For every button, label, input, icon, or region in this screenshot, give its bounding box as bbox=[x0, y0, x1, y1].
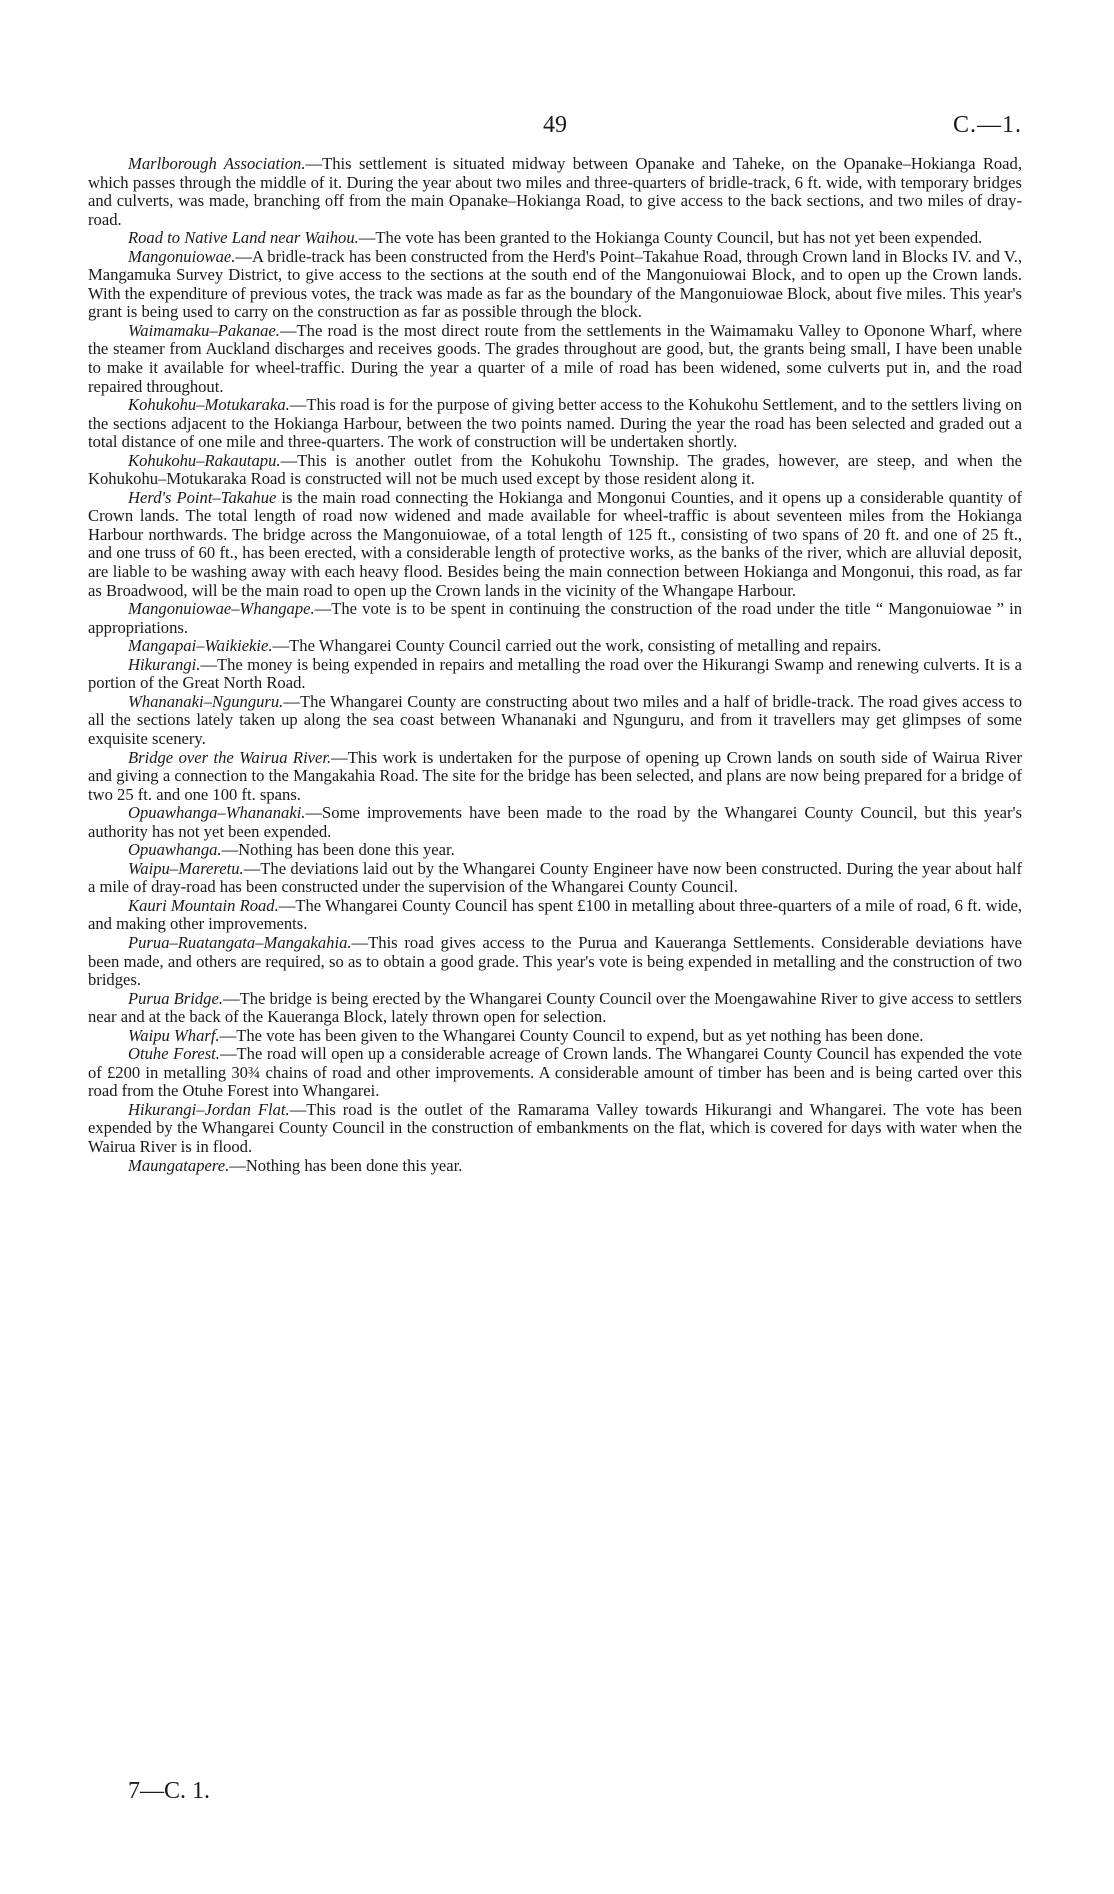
paragraph bbox=[88, 693, 1022, 749]
paragraph-text: —The Whangarei County Council has spent £100 in metalling about three-quarters of a mile of road, 6 ft. wide, and making other improvements. bbox=[88, 895, 1022, 934]
paragraph bbox=[88, 897, 1022, 934]
paragraph-title: Mangonuiowae. bbox=[128, 246, 236, 266]
paragraph bbox=[88, 248, 1022, 322]
paragraph bbox=[88, 804, 1022, 841]
paragraph-text: —A bridle-track has been constructed from the Herd's Point–Takahue Road, through Crown land in Blocks IV. and V., Mangamuka Survey District, to give access to the sections at the south end of the Mangonuiowai Block, and to open up the Crown lands. With the expenditure of previous votes, the track was made as far as the boundary of the Mangonuiowae Block, about five miles. This year's grant is being used to carry on the construction as far as possible through the block. bbox=[88, 246, 1022, 322]
paragraph-title: Kauri Mountain Road. bbox=[128, 895, 279, 915]
paragraph-text: —The deviations laid out by the Whangarei County Engineer have now been constructed. During the year about half a mile of dray-road has been constructed under the supervision of the Whangarei County Council. bbox=[88, 858, 1022, 897]
paragraph-title: Waipu Wharf. bbox=[128, 1025, 220, 1045]
paragraph-title: Road to Native Land near Waihou. bbox=[128, 228, 359, 248]
paragraph-title: Opuawhanga–Whananaki. bbox=[128, 803, 306, 823]
paragraph-text: —This work is undertaken for the purpose of opening up Crown lands on south side of Wairua River and giving a connection to the Mangakahia Road. The site for the bridge has been selected, and plans are now being prepared for a bridge of two 25 ft. and one 100 ft. spans. bbox=[88, 747, 1022, 804]
paragraph-text: —This is another outlet from the Kohukohu Township. The grades, however, are steep, and when the Kohukohu–Motukaraka Road is constructed will not be much used except by those resident along it. bbox=[88, 450, 1022, 489]
paragraph bbox=[88, 860, 1022, 897]
paragraph bbox=[88, 396, 1022, 452]
paragraph-title: Purua–Ruatangata–Mangakahia. bbox=[128, 932, 352, 952]
page-number: 49 bbox=[543, 112, 567, 138]
paragraph-text: —The Whangarei County are constructing about two miles and a half of bridle-track. The road gives access to all the sections lately taken up along the sea coast between Whananaki and Ngunguru, and from it travellers may get glimpses of some exquisite scenery. bbox=[88, 691, 1022, 748]
paragraph bbox=[88, 749, 1022, 805]
paragraph-title: Waipu–Mareretu. bbox=[128, 858, 244, 878]
paragraph-text: —The vote has been given to the Whangarei County Council to expend, but as yet nothing has been done. bbox=[219, 1025, 924, 1045]
paragraph-text: —This road is for the purpose of giving better access to the Kohukohu Settlement, and to the settlers living on the sections adjacent to the Hokianga Harbour, between the two points named. During the year the road has been selected and graded out a total distance of one mile and three-quarters. The work of construction will be undertaken shortly. bbox=[88, 395, 1022, 452]
paragraph-text: —This road is the outlet of the Ramarama Valley towards Hikurangi and Whangarei. The vote has been expended by the Whangarei County Council in the construction of embankments on the flat, which is covered for days with water when the Wairua River is in flood. bbox=[88, 1099, 1022, 1156]
paragraph bbox=[88, 322, 1022, 396]
paragraph bbox=[88, 990, 1022, 1027]
paragraph-title: Mangonuiowae–Whangape. bbox=[128, 599, 315, 619]
paragraph-text: —The road is the most direct route from the settlements in the Waimamaku Valley to Oponone Wharf, where the steamer from Auckland discharges and receives goods. The grades throughout are good, but, the grants being small, I have been unable to make it available for wheel-traffic. During the year a quarter of a mile of road has been widened, some culverts put in, and the road repaired throughout. bbox=[88, 320, 1022, 396]
paragraph-title: Mangapai–Waikiekie. bbox=[128, 636, 273, 656]
paragraph-title: Purua Bridge. bbox=[128, 988, 223, 1008]
paragraph-text: —The vote has been granted to the Hokianga County Council, but has not yet been expended. bbox=[358, 228, 983, 248]
paragraph-title: Whananaki–Ngunguru. bbox=[128, 691, 284, 711]
paragraph-text: —Some improvements have been made to the road by the Whangarei County Council, but this year's authority has not yet been expended. bbox=[88, 803, 1022, 841]
paragraph-text: —The road will open up a considerable acreage of Crown lands. The Whangarei County Council has expended the vote of £200 in metalling 30¾ chains of road and other improvements. A considerable amount of timber has been and is being carted over this road from the Otuhe Forest into Whangarei. bbox=[88, 1044, 1023, 1101]
document-reference: C.—1. bbox=[952, 112, 1022, 138]
paragraph bbox=[88, 1157, 1022, 1176]
paragraph-title: Hikurangi. bbox=[128, 654, 201, 674]
paragraph bbox=[88, 489, 1022, 600]
paragraph bbox=[88, 1101, 1022, 1157]
paragraph-title: Opuawhanga. bbox=[128, 840, 222, 860]
paragraph-text: —The money is being expended in repairs and metalling the road over the Hikurangi Swamp and renewing culverts. It is a portion of the Great North Road. bbox=[88, 654, 1022, 693]
paragraph bbox=[88, 841, 1022, 860]
paragraph-text: —This settlement is situated midway between Opanake and Taheke, on the Opanake–Hokianga Road, which passes through the middle of it. During the year about two miles and three-quarters of bridle-track, 6 ft. wide, with temporary bridges and culverts, was made, branching off from the main Opanake–Hokianga Road, to give access to the back sections, and two miles of dray-road. bbox=[88, 154, 1022, 229]
paragraph-title: Otuhe Forest. bbox=[128, 1044, 220, 1064]
paragraph-text: is the main road connecting the Hokianga and Mongonui Counties, and it opens up a considerable quantity of Crown lands. The total length of road now widened and made available for wheel-traffic is about seventeen miles from the Hokianga Harbour northwards. The bridge across the Mangonuiowae, of a total length of 125 ft., consisting of two spans of 20 ft. and one of 25 ft., and one truss of 60 ft., has been erected, with a considerable length of protective works, as the banks of the river, which are alluvial deposit, are liable to be washing away with each heavy flood. Besides being the main connection between Hokianga and Mongonui, this road, as far as Broadwood, will be the main road to open up the Crown lands in the vicinity of the Whangape Harbour. bbox=[88, 487, 1022, 600]
paragraph bbox=[88, 229, 1022, 248]
paragraph-title: Marlborough Association. bbox=[128, 154, 306, 173]
paragraph bbox=[88, 600, 1022, 637]
paragraph bbox=[88, 1045, 1022, 1101]
paragraph bbox=[88, 637, 1022, 656]
paragraph bbox=[88, 1027, 1022, 1046]
paragraph-title: Kohukohu–Motukaraka. bbox=[128, 395, 290, 415]
paragraph-text: —Nothing has been done this year. bbox=[229, 1155, 463, 1175]
paragraph-text: —The bridge is being erected by the Whangarei County Council over the Moengawahine River to give access to settlers near and at the back of the Kaueranga Block, lately thrown open for selection. bbox=[88, 988, 1022, 1027]
paragraph bbox=[88, 155, 1022, 229]
paragraph-text: —Nothing has been done this year. bbox=[221, 840, 455, 860]
paragraph-text: —The Whangarei County Council carried out the work, consisting of metalling and repairs. bbox=[272, 636, 882, 656]
paragraph-title: Herd's Point–Takahue bbox=[128, 487, 277, 507]
paragraph-title: Hikurangi–Jordan Flat. bbox=[128, 1099, 290, 1119]
page-header bbox=[88, 112, 1022, 146]
paragraph-text: —This road gives access to the Purua and Kaueranga Settlements. Considerable deviations have been made, and others are required, so as to obtain a good grade. This year's vote is being expended in metalling and the construction of two bridges. bbox=[88, 932, 1022, 990]
paragraph bbox=[88, 934, 1022, 990]
paragraph-title: Bridge over the Wairua River. bbox=[128, 747, 332, 767]
paragraph-title: Kohukohu–Rakautapu. bbox=[128, 450, 281, 470]
paragraph-title: Maungatapere. bbox=[128, 1155, 230, 1175]
printer-signature: 7—C. 1. bbox=[128, 1778, 211, 1804]
paragraph-title: Waimamaku–Pakanae. bbox=[128, 320, 280, 340]
paragraph bbox=[88, 656, 1022, 693]
paragraph-text: —The vote is to be spent in continuing the construction of the road under the title “ Mangonuiowae ” in appropriations. bbox=[88, 599, 1022, 637]
report-body bbox=[88, 155, 1022, 1175]
paragraph bbox=[88, 452, 1022, 489]
